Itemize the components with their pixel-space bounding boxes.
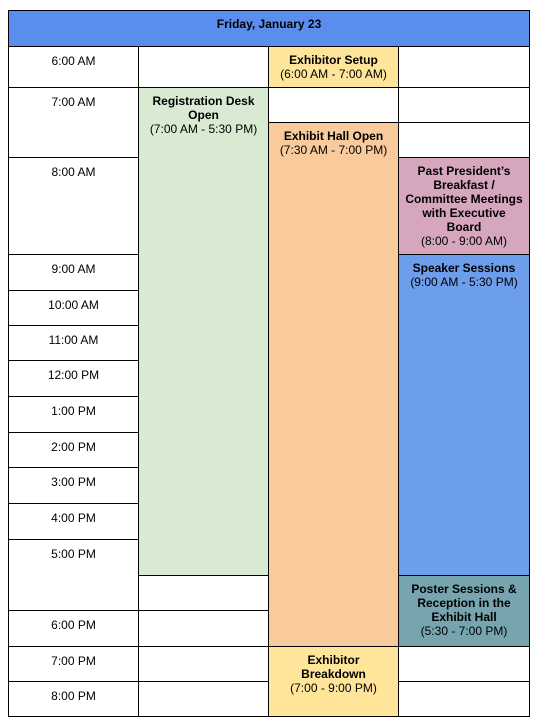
time-slot-label: 4:00 PM — [8, 503, 139, 540]
empty-cell — [138, 575, 269, 611]
empty-cell — [398, 46, 530, 88]
time-slot-label: 6:00 PM — [8, 610, 139, 647]
time-slot-label: 8:00 PM — [8, 681, 139, 717]
time-slot-label: 3:00 PM — [8, 467, 139, 504]
time-slot-label: 10:00 AM — [8, 290, 139, 326]
event-title: Poster Sessions & Reception in the Exhibit Hall — [411, 582, 517, 624]
time-slot-label: 6:00 AM — [8, 46, 139, 88]
event-block — [268, 122, 399, 647]
event-time-range: (7:00 - 9:00 PM) — [290, 681, 377, 695]
empty-cell — [138, 610, 269, 647]
event-block — [398, 157, 530, 255]
event-time-range: (7:00 AM - 5:30 PM) — [149, 122, 258, 136]
event-block — [268, 46, 399, 88]
empty-cell — [268, 87, 399, 123]
event-time-range: (7:30 AM - 7:00 PM) — [279, 143, 388, 157]
time-slot-label: 11:00 AM — [8, 325, 139, 361]
time-slot-label: 1:00 PM — [8, 396, 139, 433]
event-title: Exhibitor Breakdown — [301, 653, 366, 681]
time-slot-label: 5:00 PM — [8, 539, 139, 611]
event-title: Exhibit Hall Open — [283, 129, 384, 143]
event-block — [268, 646, 399, 717]
event-time-range: (8:00 - 9:00 AM) — [420, 234, 508, 248]
page-title: Friday, January 23 — [8, 10, 530, 47]
empty-cell — [398, 681, 530, 717]
time-slot-label: 9:00 AM — [8, 254, 139, 291]
event-title: Exhibitor Setup — [289, 53, 378, 67]
empty-cell — [398, 122, 530, 158]
time-slot-label: 7:00 PM — [8, 646, 139, 682]
empty-cell — [138, 681, 269, 717]
time-slot-label: 2:00 PM — [8, 432, 139, 468]
time-slot-label: 12:00 PM — [8, 360, 139, 397]
event-block — [398, 254, 530, 576]
empty-cell — [398, 87, 530, 123]
event-title: Registration Desk Open — [152, 94, 255, 122]
event-time-range: (9:00 AM - 5:30 PM) — [410, 275, 518, 289]
event-title: Past President’s Breakfast / Committee Meetings with Executive Board — [405, 164, 523, 234]
empty-cell — [398, 646, 530, 682]
event-block — [398, 575, 530, 647]
time-slot-label: 7:00 AM — [8, 87, 139, 158]
event-block — [138, 87, 269, 576]
empty-cell — [138, 46, 269, 88]
event-time-range: (5:30 - 7:00 PM) — [420, 624, 508, 638]
time-slot-label: 8:00 AM — [8, 157, 139, 255]
event-time-range: (6:00 AM - 7:00 AM) — [280, 67, 387, 81]
event-title: Speaker Sessions — [412, 261, 516, 275]
empty-cell — [138, 646, 269, 682]
